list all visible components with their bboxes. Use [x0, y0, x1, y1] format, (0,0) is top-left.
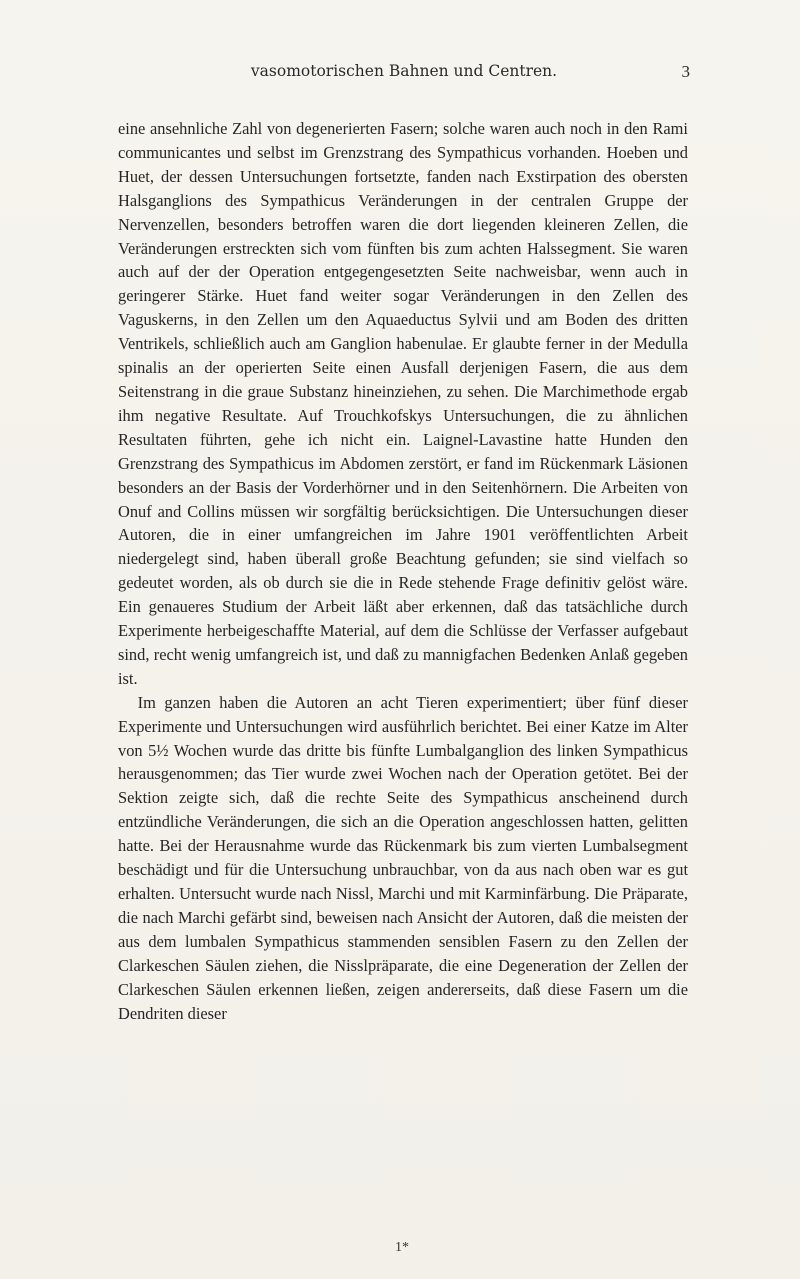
signature-mark: 1*: [395, 1240, 409, 1255]
page-number: 3: [681, 62, 690, 81]
paragraph: Im ganzen haben die Autoren an acht Tieren experimentiert; über fünf dieser Experimente und Untersuchungen wird ausführlich berichtet. Bei einer Katze im Alter von 5½ Wochen wurde das dritte bis fünfte Lumbalganglion des linken Sympathicus herausgenommen; das Tier wurde zwei Wochen nach der Operation getötet. Bei der Sektion zeigte sich, daß die rechte Seite des Sympathicus anscheinend durch entzündliche Veränderungen, die sich an die Operation angeschlossen hatten, gelitten hatte. Bei der Herausnahme wurde das Rückenmark bis zum vierten Lumbalsegment beschädigt und für die Untersuchung unbrauchbar, von da aus nach oben war es gut erhalten. Untersucht wurde nach Nissl, Marchi und mit Karminfärbung. Die Präparate, die nach Marchi gefärbt sind, beweisen nach Ansicht der Autoren, daß die meisten der aus dem lumbalen Sympathicus stammenden sensiblen Fasern zu den Zellen der Clarkeschen Säulen ziehen, die Nisslpräparate, die eine Degeneration der Zellen der Clarkeschen Säulen erkennen ließen, zeigen andererseits, daß diese Fasern um die Dendriten dieser: [118, 692, 688, 1023]
running-head: vasomotorischen Bahnen und Centren.: [250, 62, 558, 80]
paragraph: eine ansehnliche Zahl von degenerierten Fasern; solche waren auch noch in den Rami communicantes und selbst im Grenzstrang des Sympathicus vorhanden. Hoeben und Huet, der dessen Untersuchungen fortsetzte, fanden nach Exstirpation des obersten Halsganglions des Sympathicus Veränderungen in der centralen Gruppe der Nervenzellen, besonders betroffen waren die dort liegenden kleineren Zellen, die Veränderungen erstreckten sich vom fünften bis zum achten Halssegment. Sie waren auch auf der der Operation entgegengesetzten Seite nachweisbar, wenn auch in geringerer Stärke. Huet fand weiter sogar Veränderungen in den Zellen des Vaguskerns, in den Zellen um den Aquaeductus Sylvii und am Boden des dritten Ventrikels, schließlich auch am Ganglion habenulae. Er glaubte ferner in der Medulla spinalis an der operierten Seite einen Ausfall derjenigen Fasern, die aus dem Seitenstrang in die graue Substanz hineinziehen, zu sehen. Die Marchimethode ergab ihm negative Resultate. Auf Trouchkofskys Untersuchungen, die zu ähnlichen Resultaten führten, gehe ich nicht ein. Laignel-Lavastine hatte Hunden den Grenzstrang des Sympathicus im Abdomen zerstört, er fand im Rückenmark Läsionen besonders an der Basis der Vorderhörner und in den Seitenhörnern. Die Arbeiten von Onuf and Collins müssen wir sorgfältig berücksichtigen. Die Untersuchungen dieser Autoren, die in einer umfangreichen im Jahre 1901 veröffentlichten Arbeit niedergelegt sind, haben überall große Beachtung gefunden; sie sind vielfach so gedeutet worden, als ob durch sie die in Rede stehende Frage definitiv gelöst wäre. Ein genaueres Studium der Arbeit läßt aber erkennen, daß das tatsächliche durch Experimente herbeigeschaffte Material, auf dem die Schlüsse der Verfasser aufgebaut sind, recht wenig umfangreich ist, und daß zu mannigfachen Bedenken Anlaß gegeben ist.: [118, 119, 688, 688]
body-text: [118, 117, 688, 1025]
